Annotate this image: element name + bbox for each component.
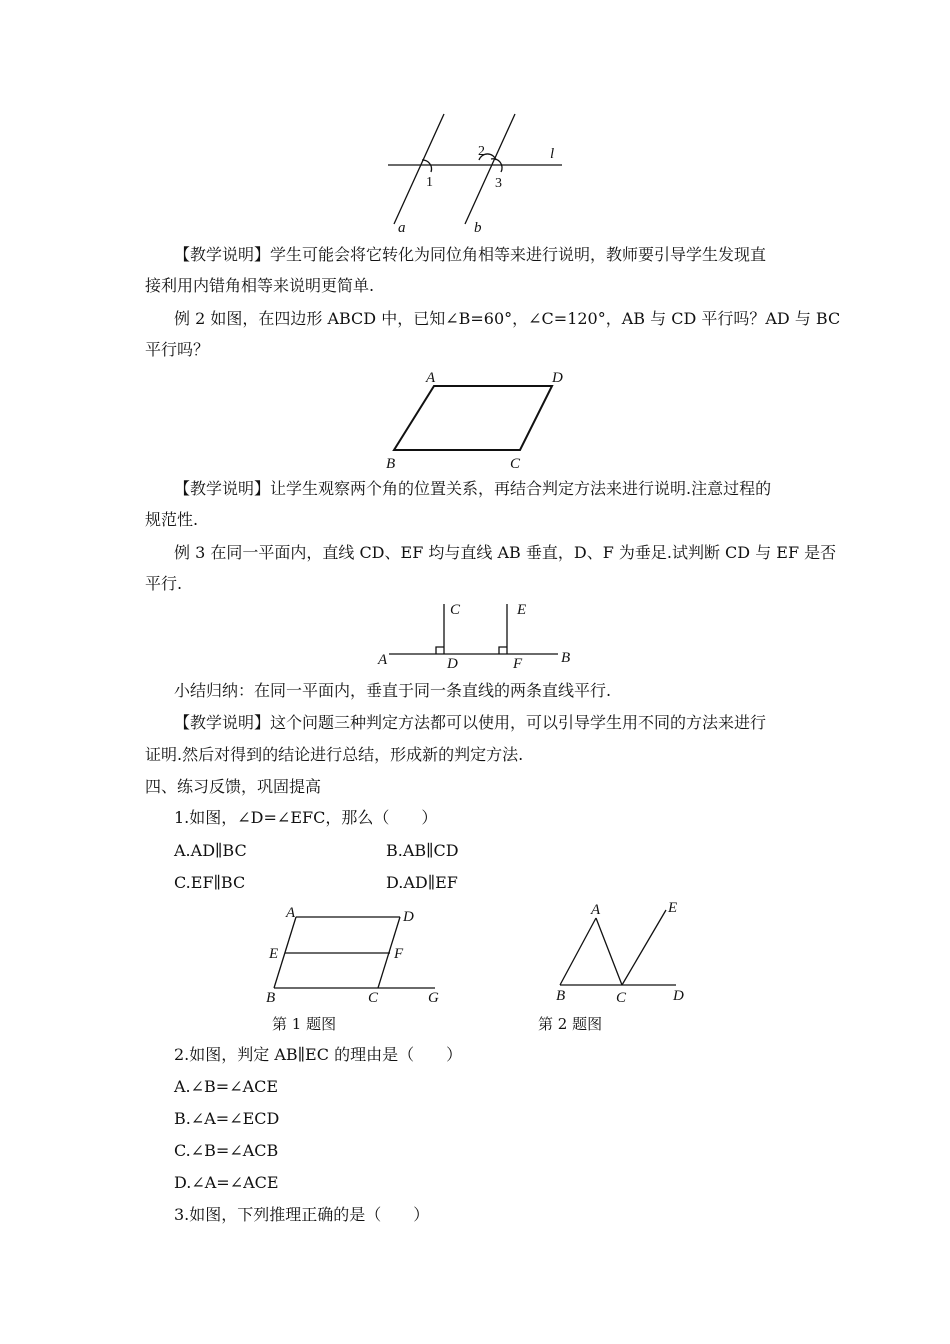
example-2-line2: 平行吗？ <box>145 340 210 359</box>
example-3-line1: 例 3 在同一平面内，直线 CD、EF 均与直线 AB 垂直，D、F 为垂足.试判断 CD 与 EF 是否 <box>174 543 837 562</box>
line-a <box>394 114 444 224</box>
q1-point-g-label: G <box>428 990 439 1006</box>
point-f-label: F <box>513 656 523 672</box>
question-1-figure <box>262 902 452 1006</box>
teaching-note-3-line1: 【教学说明】这个问题三种判定方法都可以使用，可以引导学生用不同的方法来进行 <box>174 713 767 732</box>
question-1-option-b: B.AB∥CD <box>386 841 459 860</box>
point-c-label: C <box>450 602 461 618</box>
point-b-label: B <box>561 650 571 666</box>
point-e-label: E <box>517 602 527 618</box>
q2-segment-ab <box>560 918 596 985</box>
q1-point-a-label: A <box>286 905 296 921</box>
right-angle-f <box>499 647 507 654</box>
q1-point-b-label: B <box>266 990 276 1006</box>
vertex-a-label: A <box>426 370 436 386</box>
q2-point-a-label: A <box>591 902 601 918</box>
section-4-heading: 四、练习反馈，巩固提高 <box>145 777 322 796</box>
question-3: 3.如图，下列推理正确的是（ ） <box>174 1205 430 1224</box>
quadrilateral-shape <box>394 386 552 450</box>
q1-point-e-label: E <box>269 946 279 962</box>
vertex-c-label: C <box>510 456 521 472</box>
parallel-lines-figure <box>380 108 570 238</box>
point-d-label: D <box>447 656 458 672</box>
q1-point-d-label: D <box>403 909 414 925</box>
question-2-option-c: C.∠B=∠ACB <box>174 1141 279 1160</box>
q2-point-b-label: B <box>556 988 566 1004</box>
angle-1-arc <box>422 160 432 172</box>
quadrilateral-abcd-figure <box>380 366 575 474</box>
question-2-option-d: D.∠A=∠ACE <box>174 1173 279 1192</box>
teaching-note-1-line2: 接利用内错角相等来说明更简单. <box>145 276 375 295</box>
line-b-label: b <box>474 220 482 236</box>
question-2-option-a: A.∠B=∠ACE <box>174 1077 279 1096</box>
example-2-line1: 例 2 如图，在四边形 ABCD 中，已知∠B=60°，∠C=120°，AB 与 CD 平行吗？AD 与 BC <box>174 309 841 328</box>
question-1-option-c: C.EF∥BC <box>174 873 246 892</box>
q2-point-e-label: E <box>668 900 678 916</box>
line-a-label: a <box>398 220 406 236</box>
question-2-figure-caption: 第 2 题图 <box>538 1015 603 1033</box>
q1-point-f-label: F <box>394 946 404 962</box>
summary-text: 小结归纳：在同一平面内，垂直于同一条直线的两条直线平行. <box>174 681 612 700</box>
question-1-option-d: D.AD∥EF <box>386 873 458 892</box>
point-a-label: A <box>378 652 388 668</box>
q2-point-c-label: C <box>616 990 627 1006</box>
vertex-d-label: D <box>552 370 563 386</box>
right-angle-d <box>436 647 444 654</box>
teaching-note-3-line2: 证明.然后对得到的结论进行总结，形成新的判定方法. <box>145 745 524 764</box>
q1-point-c-label: C <box>368 990 379 1006</box>
question-1: 1.如图，∠D=∠EFC，那么（ ） <box>174 808 438 827</box>
question-2-figure <box>548 896 698 1006</box>
perpendicular-lines-figure <box>375 600 585 672</box>
question-1-figure-caption: 第 1 题图 <box>272 1015 337 1033</box>
angle-2-label: 2 <box>478 144 485 159</box>
question-1-option-a: A.AD∥BC <box>174 841 247 860</box>
teaching-note-1-line1: 【教学说明】学生可能会将它转化为同位角相等来进行说明，教师要引导学生发现直 <box>174 245 767 264</box>
vertex-b-label: B <box>386 456 396 472</box>
teaching-note-2-line2: 规范性. <box>145 510 199 529</box>
angle-3-label: 3 <box>495 176 502 191</box>
teaching-note-2-line1: 【教学说明】让学生观察两个角的位置关系，再结合判定方法来进行说明.注意过程的 <box>174 479 772 498</box>
line-l-label: l <box>550 146 555 162</box>
question-2: 2.如图，判定 AB∥EC 的理由是（ ） <box>174 1045 463 1064</box>
line-b <box>465 114 515 224</box>
example-3-line2: 平行. <box>145 574 183 593</box>
angle-1-label: 1 <box>426 175 433 190</box>
q2-point-d-label: D <box>673 988 684 1004</box>
q2-ray-ce <box>622 910 666 985</box>
q2-segment-ac <box>596 918 622 985</box>
question-2-option-b: B.∠A=∠ECD <box>174 1109 280 1128</box>
